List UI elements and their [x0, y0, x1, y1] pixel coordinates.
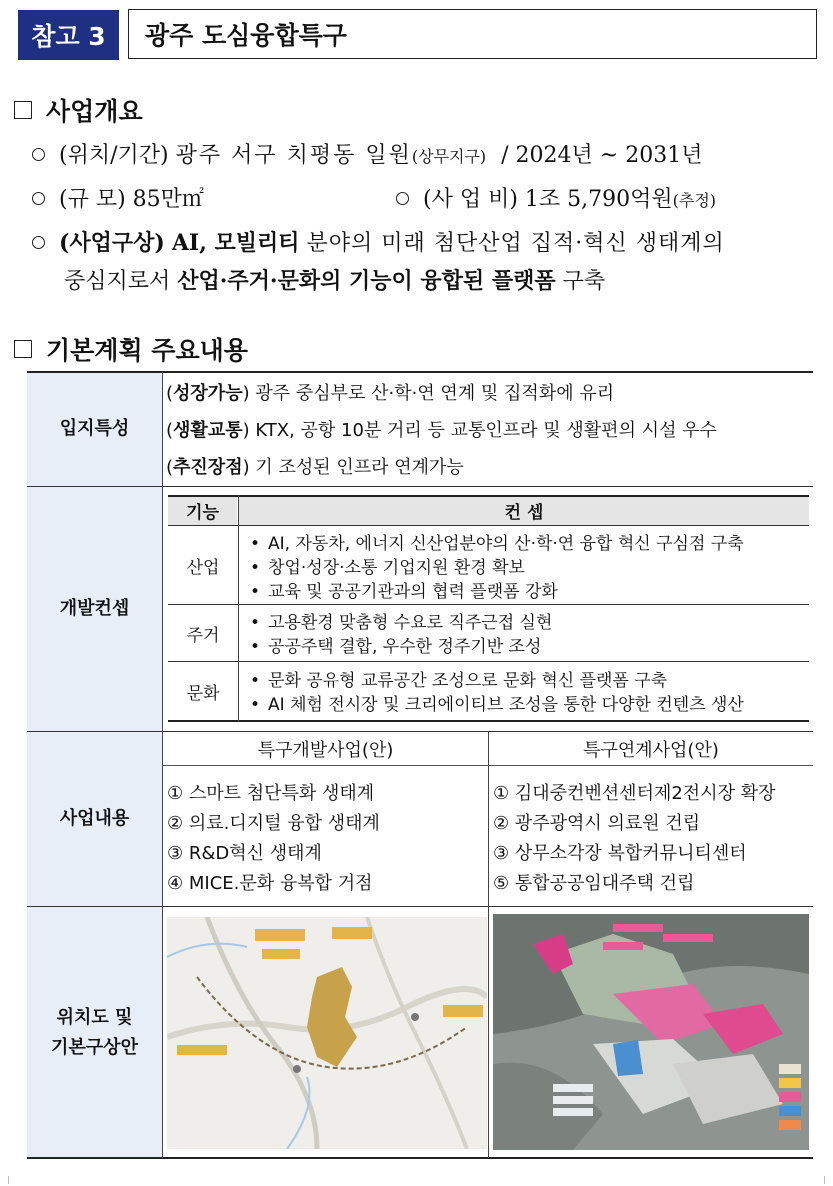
reference-label: 참고 3 [18, 10, 119, 60]
dev-project-item: ② 의료.디지털 융합 생태계 [167, 813, 380, 834]
square-bullet-icon [14, 101, 32, 119]
site-header: 입지특성 [27, 372, 162, 486]
concept-label-industry: 산업 [186, 557, 220, 578]
concept-bullet: • 창업·성장·소통 기업지원 환경 확보 [250, 553, 525, 578]
concept-bullet: • AI 체험 전시장 및 크리에이티브 조성을 통한 다양한 컨텐츠 생산 [250, 690, 744, 715]
circle-bullet-icon [32, 192, 45, 205]
overview-concept-line-2: 중심지로서 산업·주거·문화의 기능이 융합된 플랫폼 구축 [64, 268, 606, 294]
overview-location-line: (위치/기간) 광주 서구 치평동 일원(상무지구) / 2024년 ~ 2031년 [32, 138, 702, 169]
concept-bullet: • AI, 자동차, 에너지 신산업분야의 산·학·연 융합 혁신 구심점 구축 [250, 529, 744, 554]
page-title: 광주 도심융합특구 [128, 9, 817, 59]
dev-project-item: ④ MICE.문화 융복합 거점 [167, 873, 373, 894]
linked-project-item: ② 광주광역시 의료원 건립 [493, 813, 701, 834]
concept-bullet: • 고용환경 맞춤형 수요로 직주근접 실현 [250, 608, 552, 633]
dev-project-item: ① 스마트 첨단특화 생태계 [167, 783, 375, 804]
corner-mark [824, 1176, 833, 1184]
master-plan-image [493, 914, 809, 1150]
concept-label-housing: 주거 [186, 625, 220, 646]
linked-project-item: ⑤ 통합공공임대주택 건립 [493, 873, 695, 894]
concept-header: 개발컨셉 [27, 487, 162, 731]
site-line: (추진장점) 기 조성된 인프라 연계가능 [166, 457, 464, 478]
dev-projects-title: 특구개발사업(안) [257, 739, 394, 761]
concept-label-culture: 문화 [186, 683, 220, 704]
dev-project-item: ③ R&D혁신 생태계 [167, 843, 322, 864]
linked-project-item: ① 김대중컨벤션센터제2전시장 확장 [493, 783, 776, 804]
business-header: 사업내용 [27, 732, 162, 906]
col-function-header: 기능 [168, 495, 237, 525]
map-header: 위치도 및 기본구상안 [27, 907, 162, 1158]
circle-bullet-icon [32, 148, 45, 161]
plan-table [27, 371, 813, 1159]
section-plan-title: 기본계획 주요내용 [14, 331, 248, 367]
site-line: (생활교통) KTX, 공항 10분 거리 등 교통인프라 및 생활편의 시설 우수 [166, 420, 717, 441]
site-line: (성장가능) 광주 중심부로 산·학·연 연계 및 집적화에 유리 [166, 383, 615, 404]
concept-inner-table [168, 495, 809, 722]
concept-bullet: • 문화 공유형 교류공간 조성으로 문화 혁신 플랫폼 구축 [250, 666, 667, 691]
concept-bullet: • 공공주택 결합, 우수한 정주기반 조성 [250, 632, 541, 657]
linked-projects-title: 특구연계사업(안) [583, 739, 719, 761]
overview-budget-line: (사 업 비) 1조 5,790억원(추정) [396, 182, 716, 213]
circle-bullet-icon [396, 192, 409, 205]
concept-bullet: • 교육 및 공공기관과의 협력 플랫폼 강화 [250, 577, 558, 602]
linked-project-item: ③ 상무소각장 복합커뮤니티센터 [493, 843, 747, 864]
section-overview-title: 사업개요 [14, 92, 143, 128]
overview-concept-line: (사업구상) AI, 모빌리티 분야의 미래 첨단산업 집적·혁신 생태계의 [32, 226, 725, 257]
overview-scale-line: (규 모) 85만㎡ [32, 182, 204, 213]
corner-mark [0, 1176, 9, 1184]
location-map-image [167, 917, 487, 1149]
col-concept-header: 컨 셉 [239, 495, 809, 525]
circle-bullet-icon [32, 236, 45, 249]
square-bullet-icon [14, 340, 32, 358]
